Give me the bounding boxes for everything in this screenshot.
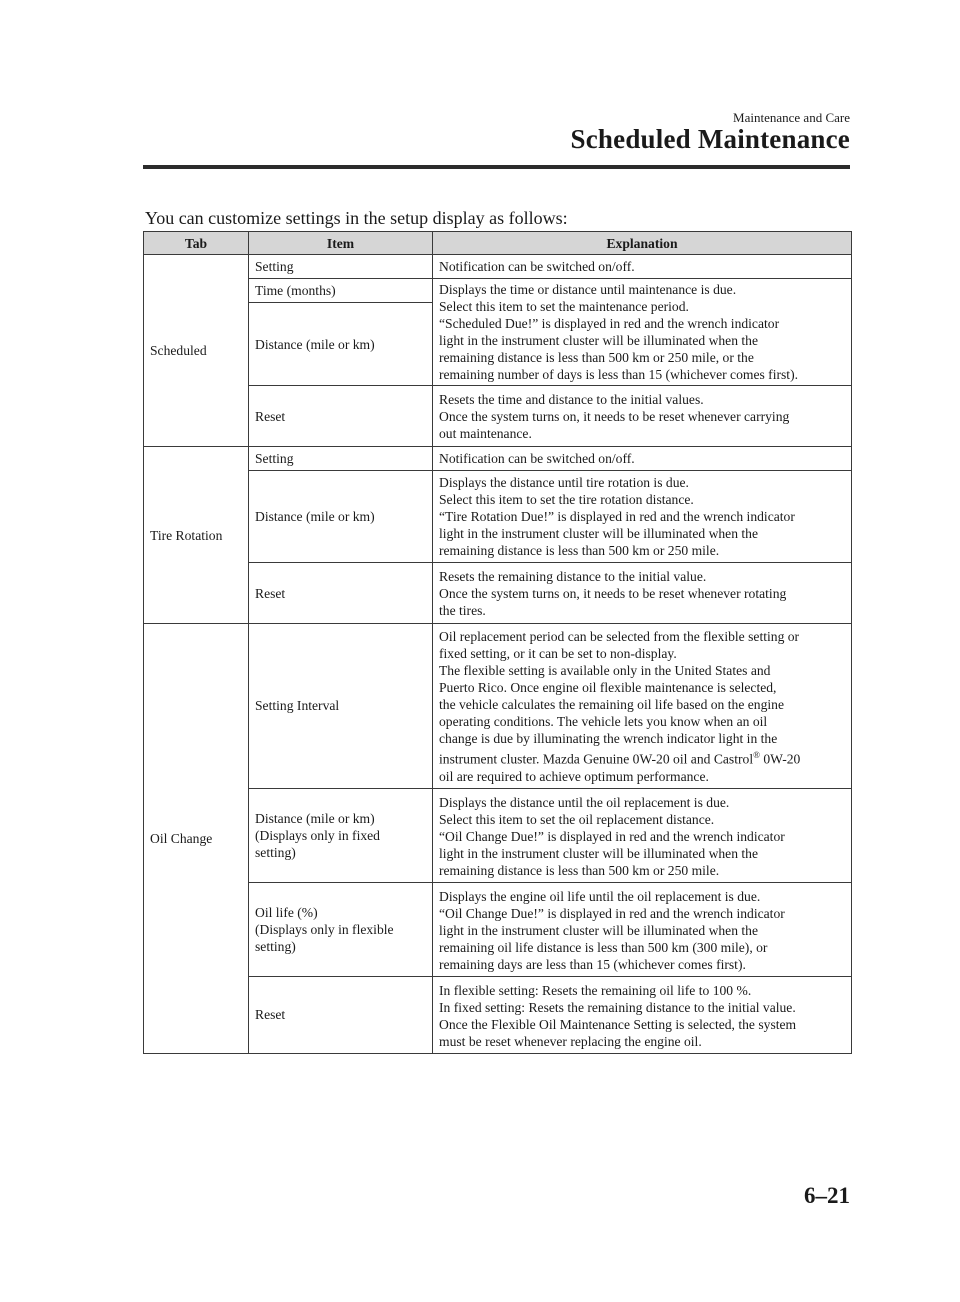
table-row [144, 976, 852, 1053]
table-row [144, 563, 852, 624]
header-rule [143, 165, 850, 169]
table-row [144, 788, 852, 882]
table-row [144, 471, 852, 563]
item-cell: Reset [249, 386, 433, 447]
explanation-cell [433, 563, 852, 624]
item-line: Distance (mile or km) [255, 810, 375, 826]
explanation-line: Select this item to set the oil replacement distance. [439, 811, 715, 827]
explanation-line: fixed setting, or it can be set to non-display. [439, 646, 677, 661]
column-header-item: Item [249, 232, 433, 255]
explanation-line: remaining days are less than 15 (whichever comes first). [439, 956, 746, 972]
explanation-cell [433, 624, 852, 789]
page-title: Scheduled Maintenance [570, 124, 850, 154]
explanation-line: In fixed setting: Resets the remaining distance to the initial value. [439, 999, 796, 1015]
tab-cell-oil-change: Oil Change [144, 624, 249, 1054]
table-row [144, 255, 852, 279]
explanation-line: operating conditions. The vehicle lets you know when an oil [439, 714, 768, 729]
explanation-line: Select this item to set the maintenance period. [439, 299, 689, 314]
item-cell: Setting [249, 255, 433, 279]
item-cell [249, 788, 433, 882]
explanation-line: the tires. [439, 603, 486, 618]
registered-mark: ® [753, 750, 760, 760]
explanation-line: “Scheduled Due!” is displayed in red and the wrench indicator [439, 316, 780, 331]
item-line: setting) [255, 938, 296, 954]
explanation-cell [433, 447, 852, 471]
explanation-cell [433, 882, 852, 976]
item-line: setting) [255, 844, 296, 860]
explanation-line: light in the instrument cluster will be illuminated when the [439, 526, 759, 541]
table-row [144, 386, 852, 447]
column-header-tab: Tab [144, 232, 249, 255]
explanation-line: Once the Flexible Oil Maintenance Setting is selected, the system [439, 1016, 797, 1032]
explanation-cell [433, 471, 852, 563]
explanation-line: change is due by illuminating the wrench indicator light in the [439, 731, 778, 746]
item-line: (Displays only in flexible [255, 921, 394, 937]
tab-cell-tire-rotation: Tire Rotation [144, 447, 249, 624]
explanation-line: oil are required to achieve optimum performance. [439, 768, 709, 784]
table-header-row [144, 232, 852, 255]
explanation-line: Resets the remaining distance to the initial value. [439, 569, 707, 584]
explanation-line: The flexible setting is available only in the United States and [439, 663, 771, 678]
explanation-line: must be reset whenever replacing the engine oil. [439, 1033, 702, 1049]
item-cell: Distance (mile or km) [249, 471, 433, 563]
item-cell: Setting [249, 447, 433, 471]
explanation-cell [433, 788, 852, 882]
explanation-line: light in the instrument cluster will be illuminated when the [439, 922, 759, 938]
explanation-line: out maintenance. [439, 426, 532, 441]
explanation-line: Notification can be switched on/off. [439, 451, 635, 466]
tab-cell-scheduled: Scheduled [144, 255, 249, 447]
explanation-line: light in the instrument cluster will be illuminated when the [439, 333, 759, 348]
explanation-line: Puerto Rico. Once engine oil flexible maintenance is selected, [439, 680, 777, 695]
explanation-line [439, 747, 845, 768]
explanation-line: remaining distance is less than 500 km or 250 mile. [439, 862, 720, 878]
explanation-line: Resets the time and distance to the initial values. [439, 392, 704, 407]
intro-text: You can customize settings in the setup display as follows: [145, 208, 568, 228]
header-section-label: Maintenance and Care [733, 110, 850, 125]
explanation-line: “Tire Rotation Due!” is displayed in red and the wrench indicator [439, 509, 795, 524]
explanation-line: remaining oil life distance is less than 500 km (300 mile), or [439, 939, 768, 955]
page-number: 6–21 [804, 1183, 850, 1208]
explanation-line: remaining distance is less than 500 km or 250 mile. [439, 543, 720, 558]
explanation-line: Select this item to set the tire rotation distance. [439, 492, 694, 507]
explanation-line: “Oil Change Due!” is displayed in red and the wrench indicator [439, 828, 785, 844]
table-row [144, 882, 852, 976]
explanation-line: Displays the engine oil life until the oil replacement is due. [439, 888, 761, 904]
table-row [144, 624, 852, 789]
explanation-line: remaining number of days is less than 15 (whichever comes first). [439, 367, 799, 382]
item-line: Oil life (%) [255, 904, 318, 920]
table-row [144, 447, 852, 471]
item-line: (Displays only in fixed [255, 827, 380, 843]
explanation-line: Once the system turns on, it needs to be reset whenever rotating [439, 586, 787, 601]
explanation-line: “Oil Change Due!” is displayed in red and the wrench indicator [439, 905, 785, 921]
maintenance-settings-table [143, 231, 852, 1054]
explanation-cell [433, 255, 852, 279]
item-cell: Reset [249, 976, 433, 1053]
explanation-cell [433, 976, 852, 1053]
explanation-line: Notification can be switched on/off. [439, 259, 635, 274]
item-cell: Distance (mile or km) [249, 303, 433, 386]
item-cell: Setting Interval [249, 624, 433, 789]
explanation-line: Once the system turns on, it needs to be reset whenever carrying [439, 409, 790, 424]
explanation-line: Displays the distance until tire rotation is due. [439, 475, 689, 490]
item-cell: Reset [249, 563, 433, 624]
explanation-line: Oil replacement period can be selected from the flexible setting or [439, 629, 800, 644]
table-row [144, 279, 852, 303]
explanation-line: light in the instrument cluster will be illuminated when the [439, 845, 759, 861]
explanation-cell [433, 279, 852, 386]
castrol-suffix: 0W-20 [759, 751, 801, 767]
castrol-text: instrument cluster. Mazda Genuine 0W-20 oil and Castrol [439, 751, 754, 767]
explanation-line: the vehicle calculates the remaining oil life based on the engine [439, 697, 784, 712]
explanation-cell [433, 386, 852, 447]
explanation-line: Displays the time or distance until maintenance is due. [439, 282, 737, 297]
item-cell [249, 882, 433, 976]
explanation-line: remaining distance is less than 500 km or 250 mile, or the [439, 350, 754, 365]
item-cell: Time (months) [249, 279, 433, 303]
column-header-explanation: Explanation [433, 232, 852, 255]
explanation-line: Displays the distance until the oil replacement is due. [439, 794, 730, 810]
explanation-line: In flexible setting: Resets the remaining oil life to 100 %. [439, 982, 752, 998]
